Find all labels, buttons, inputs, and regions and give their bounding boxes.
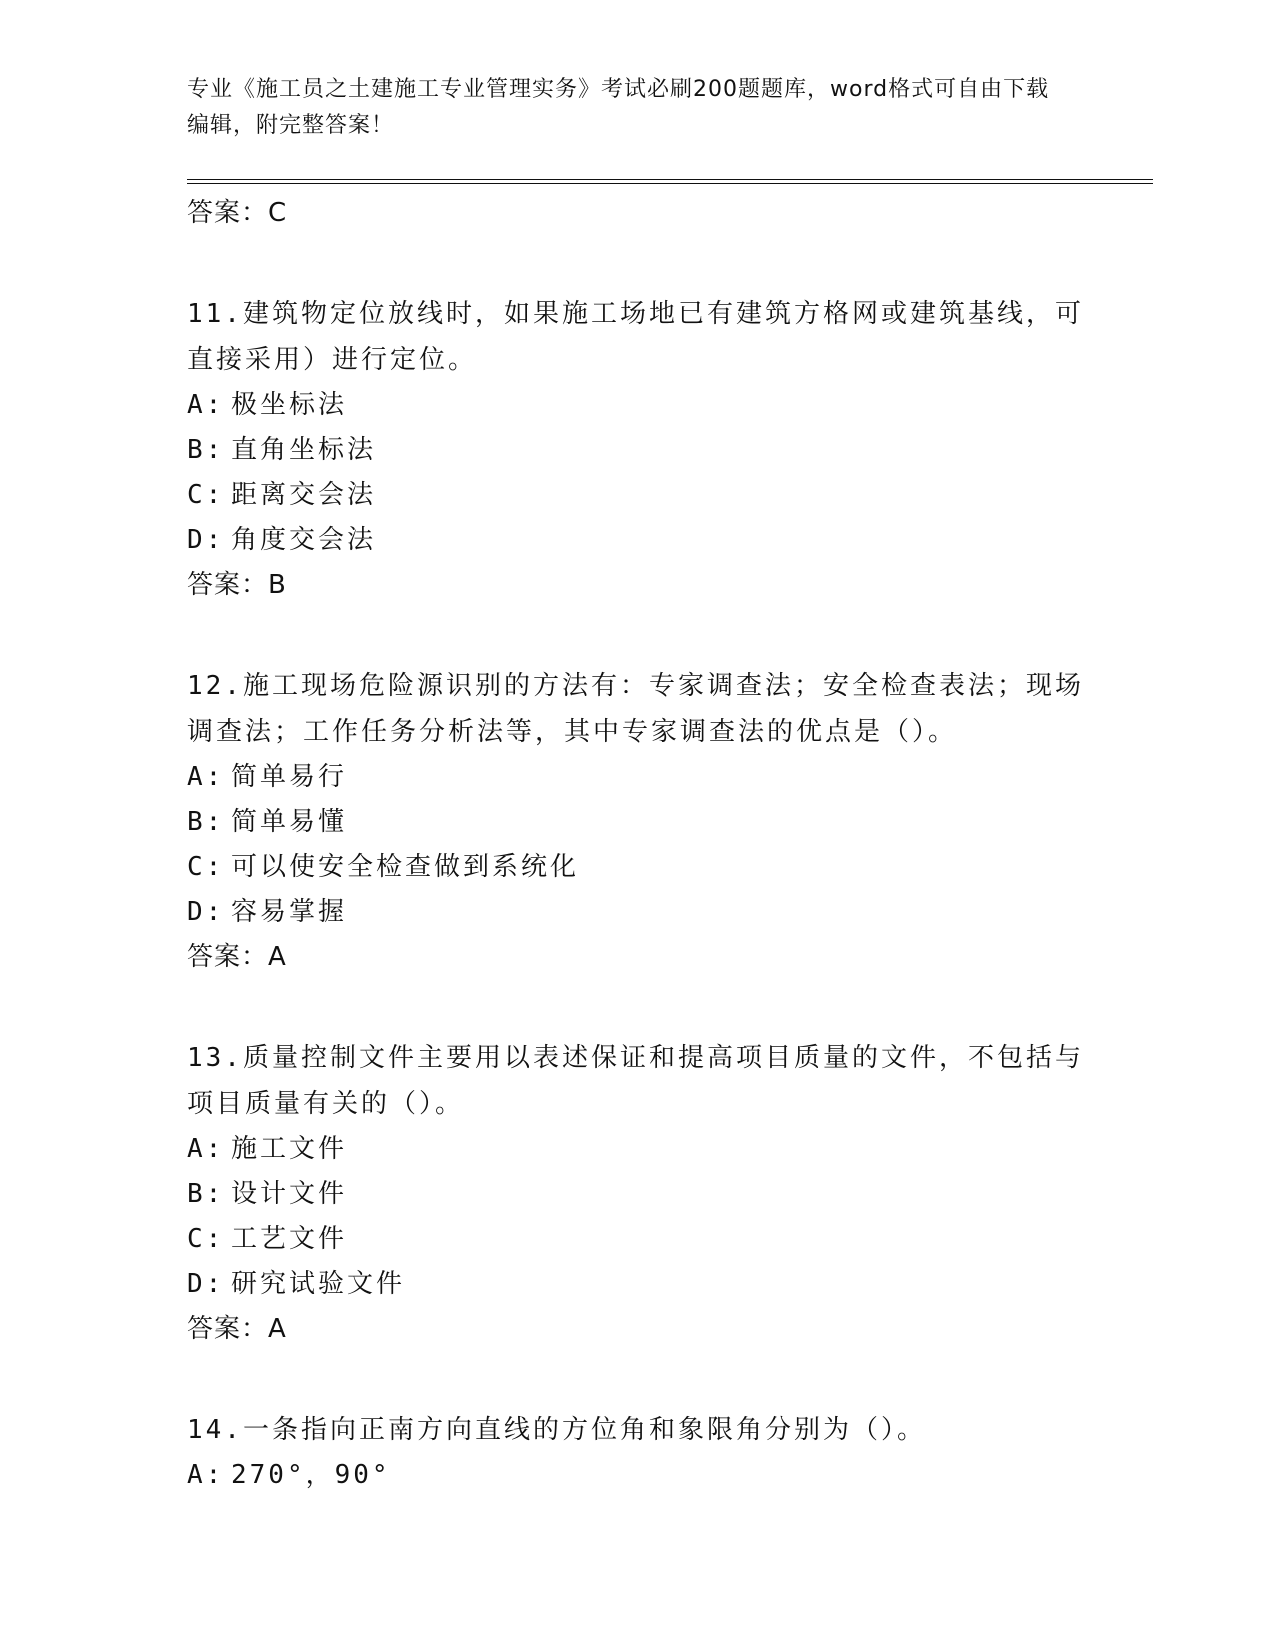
option-key: A: (187, 1134, 225, 1164)
question-stem: 14.一条指向正南方向直线的方位角和象限角分别为（）。 (187, 1415, 926, 1445)
answer-label: 答案： (187, 942, 269, 972)
answer-line (187, 939, 1087, 975)
option-item (187, 845, 1087, 890)
answer-label: 答案： (187, 570, 269, 600)
option-key: A: (187, 1460, 225, 1490)
question-block (187, 1407, 1087, 1498)
option-text: 极坐标法 (231, 390, 348, 420)
option-text: 研究试验文件 (231, 1269, 406, 1299)
option-item (187, 890, 1087, 935)
option-text: 可以使安全检查做到系统化 (231, 852, 580, 882)
option-item (187, 1262, 1087, 1307)
option-item (187, 1172, 1087, 1217)
option-text: 270°，90° (231, 1460, 391, 1490)
option-key: B: (187, 807, 225, 837)
option-key: D: (187, 525, 225, 555)
question-list (187, 291, 1087, 1498)
option-text: 容易掌握 (231, 897, 348, 927)
option-text: 距离交会法 (231, 480, 377, 510)
question-block (187, 291, 1087, 603)
question-stem: 13.质量控制文件主要用以表述保证和提高项目质量的文件，不包括与项目质量有关的（）。 (187, 1043, 1084, 1119)
question-block (187, 1035, 1087, 1347)
answer-line (187, 1311, 1087, 1347)
option-text: 角度交会法 (231, 525, 377, 555)
answer-label: 答案： (187, 1314, 269, 1344)
option-key: D: (187, 897, 225, 927)
option-item (187, 383, 1087, 428)
option-item (187, 755, 1087, 800)
option-item (187, 1217, 1087, 1262)
option-item (187, 473, 1087, 518)
option-item (187, 428, 1087, 473)
answer-line (187, 195, 1087, 231)
answer-value: A (268, 1314, 287, 1344)
answer-value: A (268, 942, 287, 972)
option-text: 直角坐标法 (231, 435, 377, 465)
option-text: 简单易行 (231, 762, 348, 792)
answer-value: C (268, 198, 288, 228)
option-key: C: (187, 852, 225, 882)
option-text: 施工文件 (231, 1134, 348, 1164)
header-rule-bottom (187, 183, 1153, 184)
answer-line (187, 567, 1087, 603)
option-item (187, 800, 1087, 845)
header-rule-top (187, 179, 1153, 180)
option-key: B: (187, 1179, 225, 1209)
document-body (187, 191, 1087, 1498)
question-block (187, 663, 1087, 975)
option-text: 设计文件 (231, 1179, 348, 1209)
option-key: A: (187, 762, 225, 792)
answer-value: B (268, 570, 287, 600)
question-stem: 12.施工现场危险源识别的方法有：专家调查法；安全检查表法；现场调查法；工作任务分析法等，其中专家调查法的优点是（）。 (187, 671, 1084, 747)
option-item (187, 1453, 1087, 1498)
option-item (187, 1127, 1087, 1172)
option-item (187, 518, 1087, 563)
option-key: A: (187, 390, 225, 420)
document-header: 专业《施工员之土建施工专业管理实务》考试必刷200题题库，word格式可自由下载编辑，附完整答案！ (187, 77, 1050, 138)
option-key: C: (187, 480, 225, 510)
question-stem: 11.建筑物定位放线时，如果施工场地已有建筑方格网或建筑基线，可直接采用）进行定位。 (187, 299, 1084, 375)
answer-label: 答案： (187, 198, 269, 228)
option-key: C: (187, 1224, 225, 1254)
option-key: B: (187, 435, 225, 465)
option-text: 工艺文件 (231, 1224, 348, 1254)
option-key: D: (187, 1269, 225, 1299)
option-text: 简单易懂 (231, 807, 348, 837)
